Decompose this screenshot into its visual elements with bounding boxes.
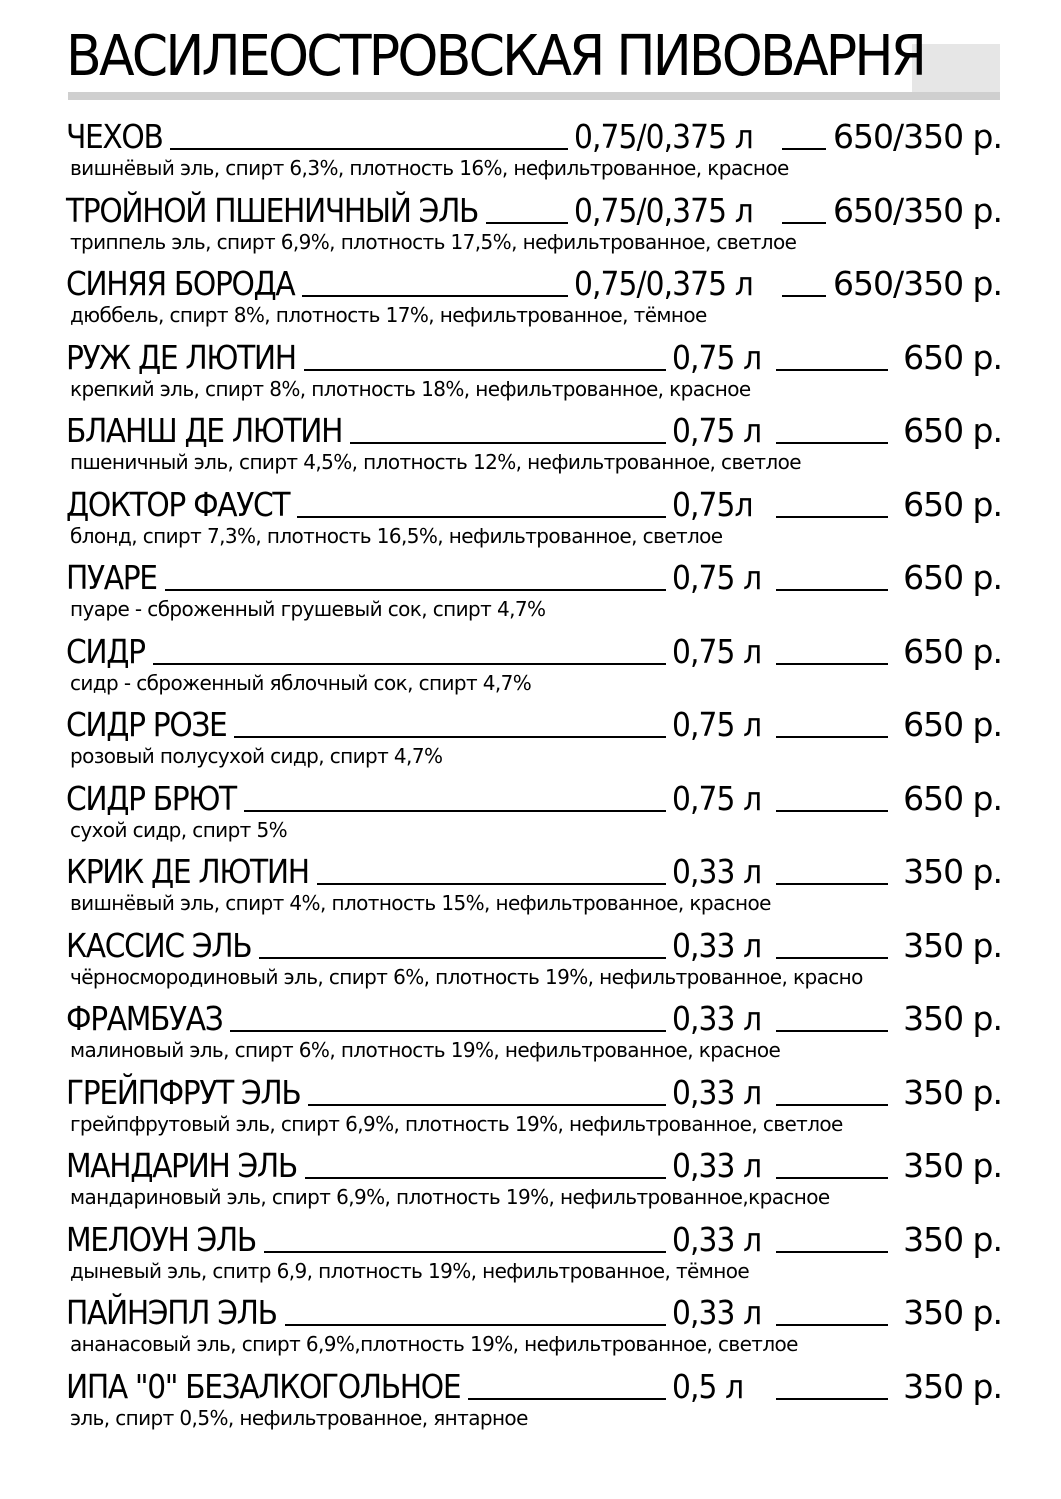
item-name: ПУАРЕ	[66, 558, 157, 597]
menu-item	[0, 994, 1061, 1068]
dot-leader	[305, 1177, 666, 1179]
item-name: ПАЙНЭПЛ ЭЛЬ	[66, 1293, 277, 1332]
menu-item	[0, 627, 1061, 701]
item-volume: 0,75/0,375 л	[574, 117, 753, 156]
item-price: 650 р.	[903, 558, 1002, 597]
dot-leader	[297, 516, 666, 518]
item-description: сухой сидр, спирт 5%	[70, 817, 287, 842]
item-volume: 0,75 л	[672, 631, 762, 671]
dot-leader	[468, 1398, 666, 1400]
menu-item-row	[66, 406, 1002, 450]
menu-item-row	[66, 333, 1002, 377]
dot-leader	[782, 222, 826, 224]
item-description: розовый полусухой сидр, спирт 4,7%	[70, 744, 443, 768]
item-volume: 0,75/0,375 л	[574, 190, 753, 230]
menu-item-row	[66, 1288, 1002, 1332]
item-price: 650 р.	[903, 411, 1002, 450]
menu-item-row	[66, 553, 1002, 597]
item-name: РУЖ ДЕ ЛЮТИН	[66, 337, 296, 377]
menu-item	[0, 700, 1061, 774]
item-name: СИДР	[66, 631, 145, 671]
item-price: 350 р.	[903, 1219, 1002, 1259]
dot-leader	[776, 1030, 888, 1032]
item-name: КРИК ДЕ ЛЮТИН	[66, 852, 309, 891]
item-name: МЕЛОУН ЭЛЬ	[66, 1219, 256, 1259]
dot-leader	[776, 736, 888, 738]
item-description: крепкий эль, спирт 8%, плотность 18%, нефильтрованное, красное	[70, 376, 751, 401]
dot-leader	[285, 1324, 666, 1326]
dot-leader	[486, 222, 568, 224]
dot-leader	[776, 1104, 888, 1106]
item-description: вишнёвый эль, спирт 4%, плотность 15%, нефильтрованное, красное	[70, 891, 771, 915]
item-description: эль, спирт 0,5%, нефильтрованное, янтарное	[70, 1405, 528, 1430]
menu-item-row	[66, 1362, 1002, 1406]
menu-item	[0, 1362, 1061, 1436]
item-description: триппель эль, спирт 6,9%, плотность 17,5%, нефильтрованное, светлое	[70, 229, 797, 254]
menu-item-row	[66, 1068, 1002, 1112]
item-price: 350 р.	[903, 1293, 1002, 1332]
item-volume: 0,33 л	[672, 1293, 762, 1332]
dot-leader	[264, 1251, 666, 1253]
menu-item-row	[66, 112, 1002, 156]
item-description: мандариновый эль, спирт 6,9%, плотность 19%, нефильтрованное,красное	[70, 1185, 830, 1209]
item-volume: 0,5 л	[672, 1366, 744, 1406]
dot-leader	[776, 883, 888, 885]
dot-leader	[776, 1177, 888, 1179]
menu-list	[0, 112, 1061, 1435]
item-price: 650 р.	[903, 484, 1002, 524]
dot-leader	[165, 589, 666, 591]
dot-leader	[317, 883, 666, 885]
dot-leader	[308, 1104, 666, 1106]
item-volume: 0,33 л	[672, 999, 762, 1038]
dot-leader	[782, 295, 826, 297]
item-price: 650 р.	[903, 337, 1002, 377]
item-price: 350 р.	[903, 1146, 1002, 1185]
item-name: ФРАМБУАЗ	[66, 999, 223, 1038]
dot-leader	[153, 663, 666, 665]
item-description: сидр - сброженный яблочный сок, спирт 4,7%	[70, 670, 532, 695]
menu-item	[0, 186, 1061, 260]
item-volume: 0,33 л	[672, 925, 762, 965]
item-description: грейпфрутовый эль, спирт 6,9%, плотность 19%, нефильтрованное, светлое	[70, 1111, 843, 1136]
menu-item-row	[66, 994, 1002, 1038]
menu-item-row	[66, 480, 1002, 524]
dot-leader	[776, 369, 888, 371]
header-decor-box	[912, 44, 1000, 92]
item-description: пшеничный эль, спирт 4,5%, плотность 12%, нефильтрованное, светлое	[70, 450, 801, 474]
item-volume: 0,75 л	[672, 778, 762, 818]
dot-leader	[776, 1251, 888, 1253]
item-price: 650 р.	[903, 631, 1002, 671]
dot-leader	[776, 1398, 888, 1400]
menu-item	[0, 1215, 1061, 1289]
menu-item	[0, 1288, 1061, 1362]
menu-item-row	[66, 774, 1002, 818]
item-name: КАССИС ЭЛЬ	[66, 925, 252, 965]
page-header	[0, 0, 1061, 110]
item-description: дюббель, спирт 8%, плотность 17%, нефильтрованное, тёмное	[70, 303, 707, 327]
menu-item	[0, 406, 1061, 480]
item-description: малиновый эль, спирт 6%, плотность 19%, нефильтрованное, красное	[70, 1038, 781, 1062]
item-price: 350 р.	[903, 852, 1002, 891]
item-volume: 0,33 л	[672, 852, 762, 891]
dot-leader	[776, 1324, 888, 1326]
page-title: ВАСИЛЕОСТРОВСКАЯ ПИВОВАРНЯ	[66, 24, 925, 89]
item-price: 350 р.	[903, 1072, 1002, 1112]
menu-item-row	[66, 847, 1002, 891]
item-volume: 0,33 л	[672, 1146, 762, 1185]
dot-leader	[244, 810, 666, 812]
menu-item	[0, 774, 1061, 848]
item-price: 650/350 р.	[832, 117, 1002, 156]
item-volume: 0,75 л	[672, 705, 762, 744]
item-name: ГРЕЙПФРУТ ЭЛЬ	[66, 1072, 301, 1112]
menu-item-row	[66, 259, 1002, 303]
dot-leader	[170, 148, 568, 150]
menu-item	[0, 921, 1061, 995]
menu-item	[0, 847, 1061, 921]
item-name: БЛАНШ ДЕ ЛЮТИН	[66, 411, 343, 450]
menu-item	[0, 333, 1061, 407]
item-description: пуаре - сброженный грушевый сок, спирт 4,7%	[70, 597, 546, 621]
dot-leader	[350, 442, 666, 444]
dot-leader	[776, 516, 888, 518]
menu-item-row	[66, 186, 1002, 230]
item-description: ананасовый эль, спирт 6,9%,плотность 19%, нефильтрованное, светлое	[70, 1332, 798, 1356]
item-price: 650/350 р.	[832, 264, 1002, 303]
menu-item	[0, 1068, 1061, 1142]
item-name: ТРОЙНОЙ ПШЕНИЧНЫЙ ЭЛЬ	[66, 190, 479, 230]
menu-item-row	[66, 1141, 1002, 1185]
header-underline	[68, 92, 1000, 100]
item-volume: 0,75/0,375 л	[574, 264, 753, 303]
item-price: 650 р.	[903, 705, 1002, 744]
item-description: чёрносмородиновый эль, спирт 6%, плотность 19%, нефильтрованное, красно	[70, 964, 863, 989]
dot-leader	[259, 957, 666, 959]
menu-item	[0, 112, 1061, 186]
menu-item-row	[66, 700, 1002, 744]
dot-leader	[776, 663, 888, 665]
menu-item	[0, 480, 1061, 554]
menu-item	[0, 553, 1061, 627]
item-volume: 0,75 л	[672, 411, 762, 450]
item-price: 350 р.	[903, 925, 1002, 965]
dot-leader	[782, 148, 826, 150]
menu-item-row	[66, 627, 1002, 671]
item-volume: 0,75 л	[672, 558, 762, 597]
item-name: СИДР БРЮТ	[66, 778, 236, 818]
dot-leader	[776, 589, 888, 591]
menu-item	[0, 1141, 1061, 1215]
dot-leader	[304, 369, 666, 371]
dot-leader	[234, 736, 666, 738]
item-name: МАНДАРИН ЭЛЬ	[66, 1146, 297, 1185]
dot-leader	[776, 957, 888, 959]
menu-item-row	[66, 1215, 1002, 1259]
item-price: 350 р.	[903, 999, 1002, 1038]
item-name: ДОКТОР ФАУСТ	[66, 484, 290, 524]
item-price: 650 р.	[903, 778, 1002, 818]
item-description: вишнёвый эль, спирт 6,3%, плотность 16%, нефильтрованное, красное	[70, 156, 789, 180]
item-volume: 0,33 л	[672, 1072, 762, 1112]
menu-item	[0, 259, 1061, 333]
item-description: блонд, спирт 7,3%, плотность 16,5%, нефильтрованное, светлое	[70, 523, 723, 548]
item-name: СИНЯЯ БОРОДА	[66, 264, 295, 303]
item-volume: 0,33 л	[672, 1219, 762, 1259]
dot-leader	[776, 442, 888, 444]
dot-leader	[230, 1030, 666, 1032]
item-description: дыневый эль, спитр 6,9, плотность 19%, нефильтрованное, тёмное	[70, 1258, 750, 1283]
item-name: ЧЕХОВ	[66, 117, 163, 156]
dot-leader	[302, 295, 568, 297]
item-price: 350 р.	[903, 1366, 1002, 1406]
item-name: СИДР РОЗЕ	[66, 705, 227, 744]
item-volume: 0,75л	[672, 484, 753, 524]
item-volume: 0,75 л	[672, 337, 762, 377]
dot-leader	[776, 810, 888, 812]
item-price: 650/350 р.	[832, 190, 1002, 230]
menu-item-row	[66, 921, 1002, 965]
item-name: ИПА "0" БЕЗАЛКОГОЛЬНОЕ	[66, 1366, 461, 1406]
